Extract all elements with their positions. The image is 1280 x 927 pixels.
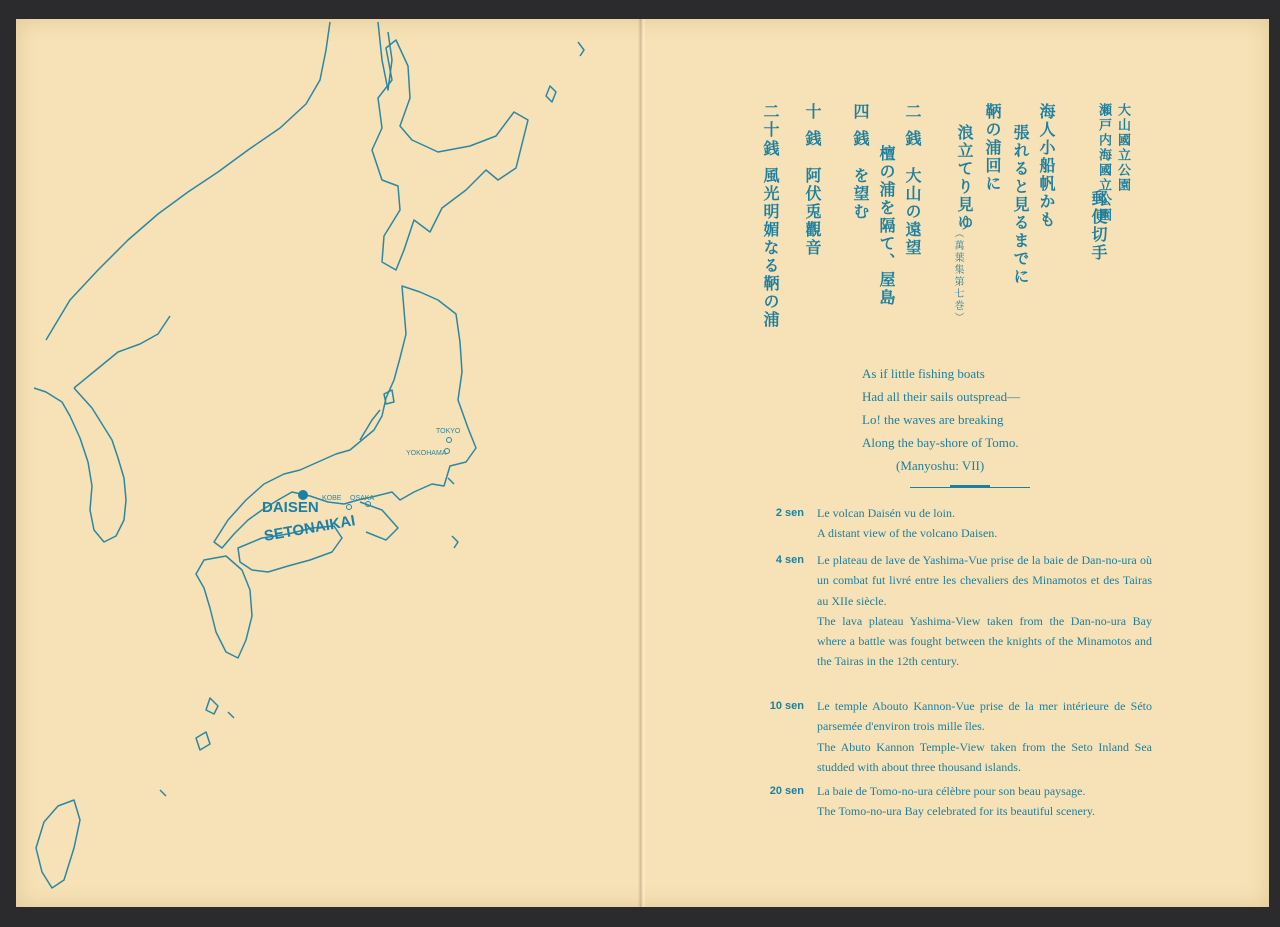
tokyo-marker: [447, 438, 452, 443]
yokohama-label: YOKOHAMA: [406, 450, 447, 457]
desc-2-unit: 銭: [903, 130, 922, 148]
waka-line-3: 鞆の浦回に: [983, 103, 1002, 193]
entry-2-sen: [760, 503, 1152, 544]
entry-label: 20 sen: [769, 785, 804, 797]
desc-4-unit: 銭: [851, 130, 870, 148]
desc-4-value: 四: [851, 103, 870, 121]
kobe-label: KOBE: [322, 495, 342, 502]
entry-label: 4 sen: [775, 554, 804, 566]
asia-coastline: [46, 22, 330, 340]
entry-text-french: Le volcan Daisén vu de loin.: [817, 506, 955, 520]
korea-outline: [34, 388, 126, 542]
desc-4-text-2: を望む: [851, 167, 870, 221]
waka-source: （萬葉集第七巻）: [952, 228, 963, 324]
poem-source: (Manyoshu: VII): [896, 458, 985, 473]
english-poem: [846, 362, 1020, 477]
poem-line-2: Had all their sails outspread—: [862, 389, 1021, 404]
osaka-label: OSAKA: [350, 495, 375, 502]
kii-peninsula: [360, 502, 398, 540]
pacific-island: [452, 536, 458, 548]
desc-20-value: 二十: [761, 103, 780, 139]
entry-text-french: La baie de Tomo-no-ura célèbre pour son beau paysage.: [817, 784, 1086, 798]
korea-coast-link: [74, 316, 170, 388]
desc-10-unit: 銭: [803, 130, 822, 148]
honshu-outline: [214, 286, 476, 548]
entry-text-french: Le temple Abouto Kannon-Vue prise de la mer intérieure de Séto parsemée d'environ trois mille îles.: [817, 699, 1152, 734]
title-national-park-2: 瀬戸内海國立公園: [1096, 103, 1111, 223]
taiwan-outline: [36, 800, 80, 888]
setonaikai-label: SETONAIKAI: [262, 512, 357, 545]
kobe-marker: [347, 505, 352, 510]
entry-20-sen: [760, 781, 1152, 822]
poem-line-3: Lo! the waves are breaking: [862, 412, 1004, 427]
entry-4-sen: [760, 550, 1152, 672]
sakhalin-outline: [378, 22, 392, 90]
desc-2-value: 二: [903, 103, 922, 121]
entry-10-sen: [760, 696, 1152, 777]
desc-2-text: 大山の遠望: [903, 167, 922, 257]
sado-island: [384, 390, 394, 404]
kyushu-outline: [196, 556, 252, 658]
poem-line-1: As if little fishing boats: [862, 366, 985, 381]
desc-20-unit: 銭: [761, 140, 780, 158]
tokyo-label: TOKYO: [436, 428, 461, 435]
title-postage-stamp: 郵便切手: [1089, 190, 1108, 262]
waka-line-2: 張れると見るまでに: [1011, 124, 1030, 286]
ryukyu-island-4: [228, 712, 234, 718]
ryukyu-island-2: [196, 732, 210, 750]
entry-text-english: A distant view of the volcano Daisen.: [817, 526, 998, 541]
ryukyu-island-1: [206, 698, 218, 714]
desc-4-text-1: 檀の浦を隔て、屋島: [877, 145, 896, 307]
kurile-island: [546, 86, 556, 102]
hokkaido-outline: [372, 40, 528, 270]
waka-line-4: 浪立てり見ゆ: [955, 124, 974, 232]
entry-text-french: Le plateau de lave de Yashima-Vue prise de la baie de Dan-no-ura où un combat fut livré entre les chevaliers des Minamotos et des Tairas au XIIe siècle.: [817, 553, 1152, 608]
desc-20-text: 風光明媚なる鞆の浦: [761, 167, 780, 329]
pacific-island-2: [448, 478, 454, 484]
waka-line-1: 海人小船帆かも: [1037, 103, 1056, 229]
entry-label: 10 sen: [769, 700, 804, 712]
desc-10-text: 阿伏兎觀音: [803, 167, 822, 257]
kurile-island-2: [578, 42, 584, 56]
daisen-label: DAISEN: [262, 499, 319, 516]
entry-label: 2 sen: [775, 507, 804, 519]
ryukyu-island-3: [160, 790, 166, 796]
entry-text-english: The Abuto Kannon Temple-View taken from the Seto Inland Sea studded with about three thousand islands.: [817, 739, 1152, 774]
entry-text-english: The lava plateau Yashima-View taken from the Dan-no-ura Bay where a battle was fought between the knights of the Minamotos and the Tairas in the 12th century.: [817, 613, 1152, 669]
desc-10-value: 十: [803, 103, 822, 121]
divider-rule: [910, 487, 1030, 488]
title-national-park-1: 大山國立公園: [1115, 103, 1130, 193]
poem-line-4: Along the bay-shore of Tomo.: [862, 435, 1019, 450]
entry-text-english: The Tomo-no-ura Bay celebrated for its beautiful scenery.: [817, 804, 1096, 819]
